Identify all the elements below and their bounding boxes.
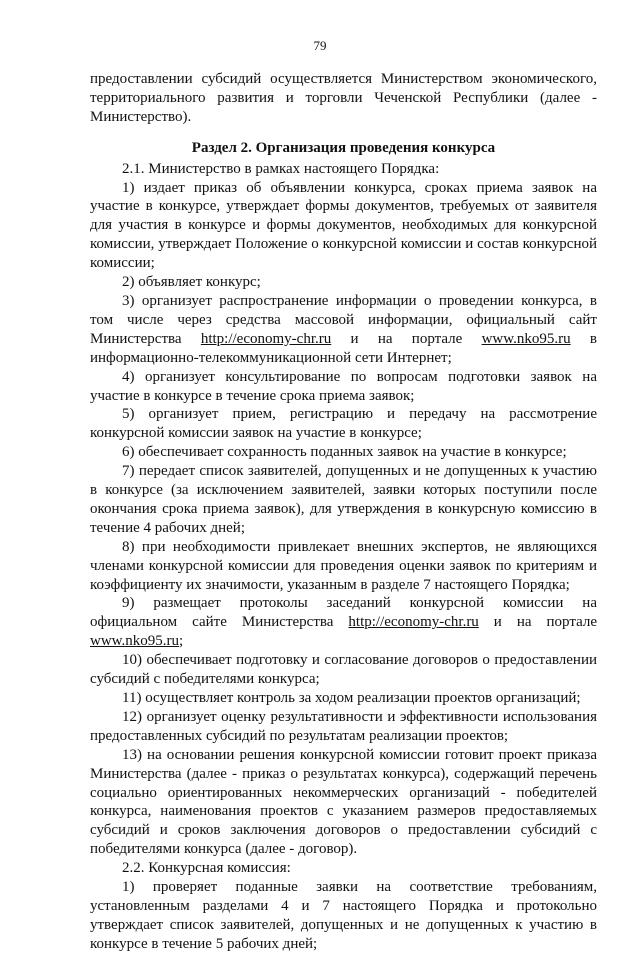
document-body — [90, 70, 597, 954]
clause-2-2-item-1: 1) проверяет поданные заявки на соответствие требованиям, установленным разделами 4 и 7 настоящего Порядка и протокольно утверждает список заявителей, допущенных и не допущенных к участию в конкурсе в течение 5 рабочих дней; — [90, 879, 597, 952]
clause-2-1-item-1: 1) издает приказ об объявлении конкурса, сроках приема заявок на участие в конкурсе, утверждает формы документов, требуемых от заявителя для участия в конкурсе и формы документов, необходимых для конкурсной комиссии, утверждает Положение о конкурсной комиссии и состав конкурсной комиссии; — [90, 179, 597, 272]
clause-2-1-item-5: 5) организует прием, регистрацию и передачу на рассмотрение конкурсной комиссии заявок на участие в конкурсе; — [90, 406, 597, 442]
clause-2-1-item-7: 7) передает список заявителей, допущенных и не допущенных к участию в конкурсе (за исключением заявителей, заявки которых поступили после окончания срока приема заявок), для утверждения в конкурсную комиссию в течение 4 рабочих дней; — [90, 463, 597, 536]
clause-2-1-item-9 — [90, 594, 597, 651]
clause-2-1-item-13: 13) на основании решения конкурсной комиссии готовит проект приказа Министерства (далее - приказ о результатах конкурса), содержащий перечень социально ориентированных некоммерческих организаций - победителей конкурса, наименования проектов с указанием размеров предоставляемых субсидий и сроков заключения договоров о предоставлении субсидий с победителями конкурса (далее - договор). — [90, 746, 597, 858]
clause-2-2: 2.2. Конкурсная комиссия: — [122, 860, 291, 877]
item-3-text-before: 3) организует распространение информации о проведении конкурса, в том числе через средства массовой информации, официальный сайт Министерства — [90, 292, 597, 347]
clause-2-1-item-8: 8) при необходимости привлекает внешних экспертов, не являющихся членами конкурсной комиссии для проведения оценки заявок по критериям и коэффициенту их значимости, указанным в разделе 7 настоящего Порядка; — [90, 538, 597, 593]
intro-paragraph: предоставлении субсидий осуществляется Министерством экономического, территориального развития и торговли Чеченской Республики (далее - Министерство). — [90, 71, 597, 125]
item-3-text-middle: и на портале — [331, 330, 482, 347]
economy-site-link[interactable]: http://economy-chr.ru — [200, 330, 332, 347]
clause-2-1-item-12: 12) организует оценку результативности и эффективности использования предоставленных субсидий по результатам реализации проектов; — [90, 708, 597, 744]
nko95-portal-link[interactable]: www.nko95.ru — [90, 633, 180, 650]
clause-2-1-item-4: 4) организует консультирование по вопросам подготовки заявок на участие в конкурсе в течение срока приема заявок; — [90, 368, 597, 404]
economy-site-link[interactable]: http://economy-chr.ru — [348, 614, 479, 631]
clause-2-1-item-6: 6) обеспечивает сохранность поданных заявок на участие в конкурсе; — [122, 444, 567, 461]
item-9-text-middle: и на портале — [478, 614, 598, 631]
item-3-text-after: в информационно-телекоммуникационной сети Интернет; — [90, 330, 597, 366]
clause-2-1-item-3 — [90, 292, 597, 368]
nko95-portal-link[interactable]: www.nko95.ru — [481, 330, 571, 347]
clause-2-1-item-11: 11) осуществляет контроль за ходом реализации проектов организаций; — [122, 690, 581, 706]
item-9-text-before: 9) размещает протоколы заседаний конкурсной комиссии на официальном сайте Министерства — [90, 595, 597, 631]
page-number: 79 — [313, 38, 327, 53]
clause-2-1-item-10: 10) обеспечивает подготовку и согласование договоров о предоставлении субсидий с победителями конкурса; — [90, 652, 597, 688]
clause-2-1: 2.1. Министерство в рамках настоящего Порядка: — [122, 160, 440, 177]
section-heading: Раздел 2. Организация проведения конкурса — [191, 139, 496, 156]
item-9-text-after: ; — [179, 633, 184, 650]
clause-2-1-item-2: 2) объявляет конкурс; — [122, 274, 261, 291]
